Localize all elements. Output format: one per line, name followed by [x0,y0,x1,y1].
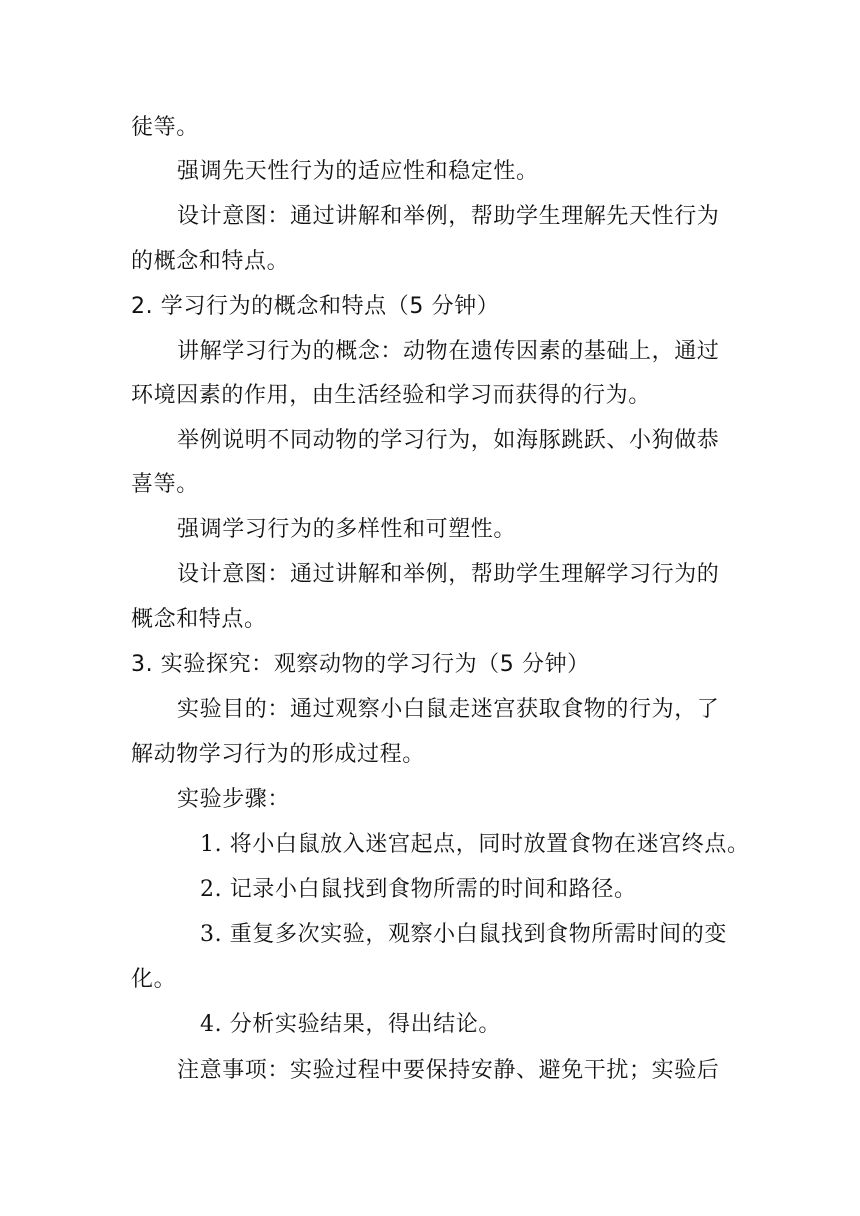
list-item: 4. 分析实验结果，得出结论。 [200,1012,501,1037]
section-heading: 2. 学习行为的概念和特点（5 分钟） [131,294,500,319]
text-line-continuation: 概念和特点。 [131,607,267,632]
paragraph-line: 举例说明不同动物的学习行为，如海豚跳跃、小狗做恭 [177,428,720,453]
paragraph-line: 实验目的：通过观察小白鼠走迷宫获取食物的行为，了 [177,697,720,722]
paragraph-line: 实验步骤： [177,787,291,812]
paragraph-line: 强调先天性行为的适应性和稳定性。 [177,159,539,184]
text-line-continuation: 解动物学习行为的形成过程。 [131,742,425,767]
text-line-continuation: 徒等。 [131,115,199,140]
paragraph-line: 注意事项：实验过程中要保持安静、避免干扰；实验后 [177,1058,720,1083]
section-heading: 3. 实验探究：观察动物的学习行为（5 分钟） [131,652,590,677]
text-line-continuation: 的概念和特点。 [131,249,290,274]
paragraph-line: 设计意图：通过讲解和举例，帮助学生理解先天性行为 [177,204,720,229]
text-line-continuation: 喜等。 [131,472,199,497]
list-item: 1. 将小白鼠放入迷宫起点，同时放置食物在迷宫终点。 [200,832,750,857]
text-line-continuation: 环境因素的作用，由生活经验和学习而获得的行为。 [131,383,651,408]
paragraph-line: 设计意图：通过讲解和举例，帮助学生理解学习行为的 [177,562,720,587]
list-item: 3. 重复多次实验，观察小白鼠找到食物所需时间的变 [200,922,727,947]
list-item: 2. 记录小白鼠找到食物所需的时间和路径。 [200,877,637,902]
text-line-continuation: 化。 [131,967,177,992]
paragraph-line: 讲解学习行为的概念：动物在遗传因素的基础上，通过 [177,339,720,364]
paragraph-line: 强调学习行为的多样性和可塑性。 [177,517,517,542]
